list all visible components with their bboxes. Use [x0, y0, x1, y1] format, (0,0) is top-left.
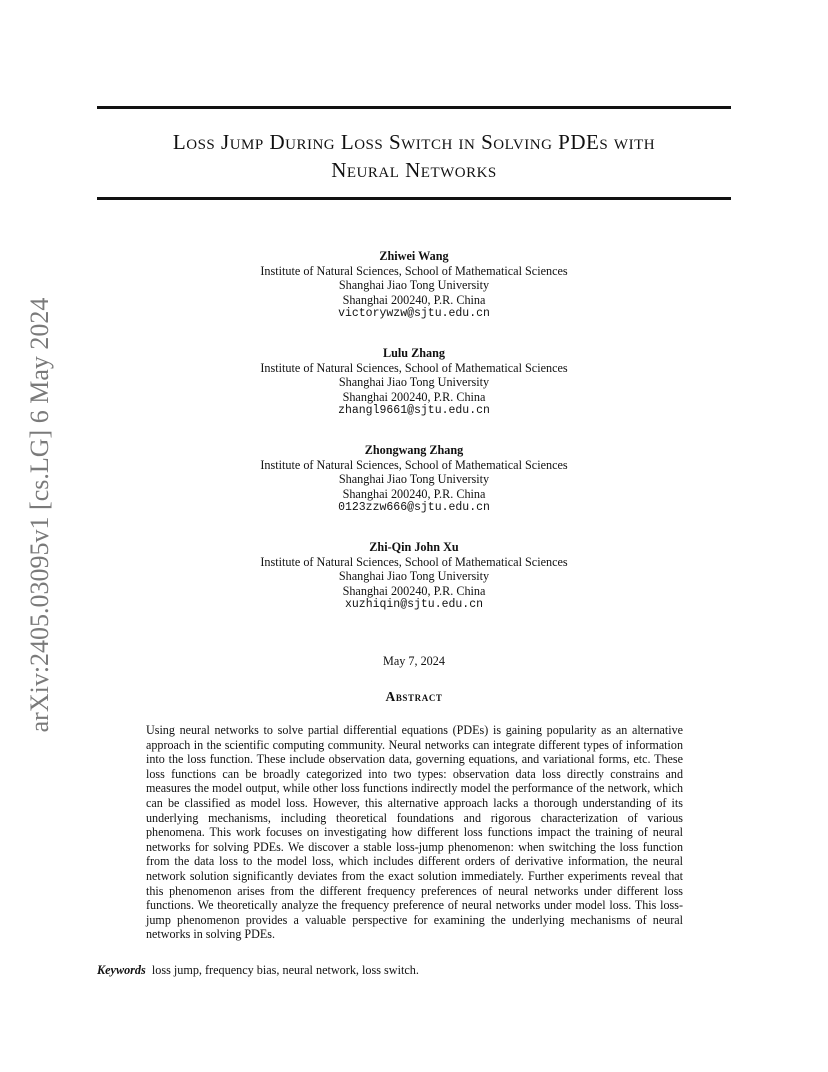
arxiv-sidenote: arXiv:2405.03095v1 [cs.LG] 6 May 2024 — [25, 297, 54, 733]
author-affiliation: Institute of Natural Sciences, School of Mathematical Sciences — [260, 360, 568, 375]
keywords-text: loss jump, frequency bias, neural network, loss switch. — [151, 963, 419, 977]
author-university: Shanghai Jiao Tong University — [338, 569, 490, 583]
author-affiliation: Institute of Natural Sciences, School of Mathematical Sciences — [260, 554, 568, 569]
author-email[interactable]: 0123zzw666@sjtu.edu.cn — [338, 501, 490, 514]
author-address: Shanghai 200240, P.R. China — [342, 389, 486, 404]
abstract-body: Using neural networks to solve partial differential equations (PDEs) is gaining popularity as an alternative approach in the scientific computing community. Neural networks can integrate different types of information into the loss function. These include observation data, governing equations, and variational forms, etc. These loss functions can be broadly categorized into two types: observation data loss directly constrains and measures the model output, while other loss functions indirectly model the performance of the network, which can be classified as model loss. However, this alternative approach lacks a thorough understanding of its underlying mechanisms, including theoretical foundations and rigorous characterization of various phenomena. This work focuses on investigating how different loss functions impact the training of neural networks for solving PDEs. We discover a stable loss-jump phenomenon: when switching the loss function from the data loss to the model loss, which includes different orders of derivative information, the neural network solution significantly deviates from the exact solution immediately. Further experiments reveal that this phenomenon arises from the different frequency preferences of neural networks under different loss functions. We theoretically analyze the frequency preference of neural networks under model loss. This loss-jump phenomenon provides a valuable perspective for examining the underlying mechanisms of neural networks in solving PDEs. — [146, 723, 683, 942]
paper-date: May 7, 2024 — [383, 654, 445, 668]
author-university: Shanghai Jiao Tong University — [338, 278, 490, 292]
author-address: Shanghai 200240, P.R. China — [342, 486, 486, 501]
author-block — [0, 346, 828, 419]
author-affiliation: Institute of Natural Sciences, School of Mathematical Sciences — [260, 263, 568, 278]
author-name: Lulu Zhang — [383, 346, 445, 360]
title-line-2: Neural Networks — [331, 158, 497, 182]
author-block — [0, 540, 828, 613]
author-affiliation: Institute of Natural Sciences, School of Mathematical Sciences — [260, 457, 568, 472]
author-email[interactable]: zhangl9661@sjtu.edu.cn — [338, 404, 490, 417]
author-block — [0, 443, 828, 516]
abstract-heading: Abstract — [385, 689, 443, 704]
title-line-1: Loss Jump During Loss Switch in Solving PDEs with — [172, 130, 656, 154]
keywords-line — [97, 963, 419, 978]
author-university: Shanghai Jiao Tong University — [338, 472, 490, 486]
author-address: Shanghai 200240, P.R. China — [342, 583, 486, 598]
author-name: Zhiwei Wang — [379, 249, 449, 263]
author-email[interactable]: victorywzw@sjtu.edu.cn — [338, 307, 490, 320]
author-name: Zhi-Qin John Xu — [369, 540, 459, 554]
author-block — [0, 249, 828, 322]
author-address: Shanghai 200240, P.R. China — [342, 292, 486, 307]
title-bottom-rule — [97, 197, 731, 200]
author-email[interactable]: xuzhiqin@sjtu.edu.cn — [344, 598, 484, 611]
author-university: Shanghai Jiao Tong University — [338, 375, 490, 389]
title-top-rule — [97, 106, 731, 109]
paper-title — [97, 128, 731, 184]
author-name: Zhongwang Zhang — [364, 443, 464, 457]
keywords-label: Keywords — [97, 963, 146, 977]
